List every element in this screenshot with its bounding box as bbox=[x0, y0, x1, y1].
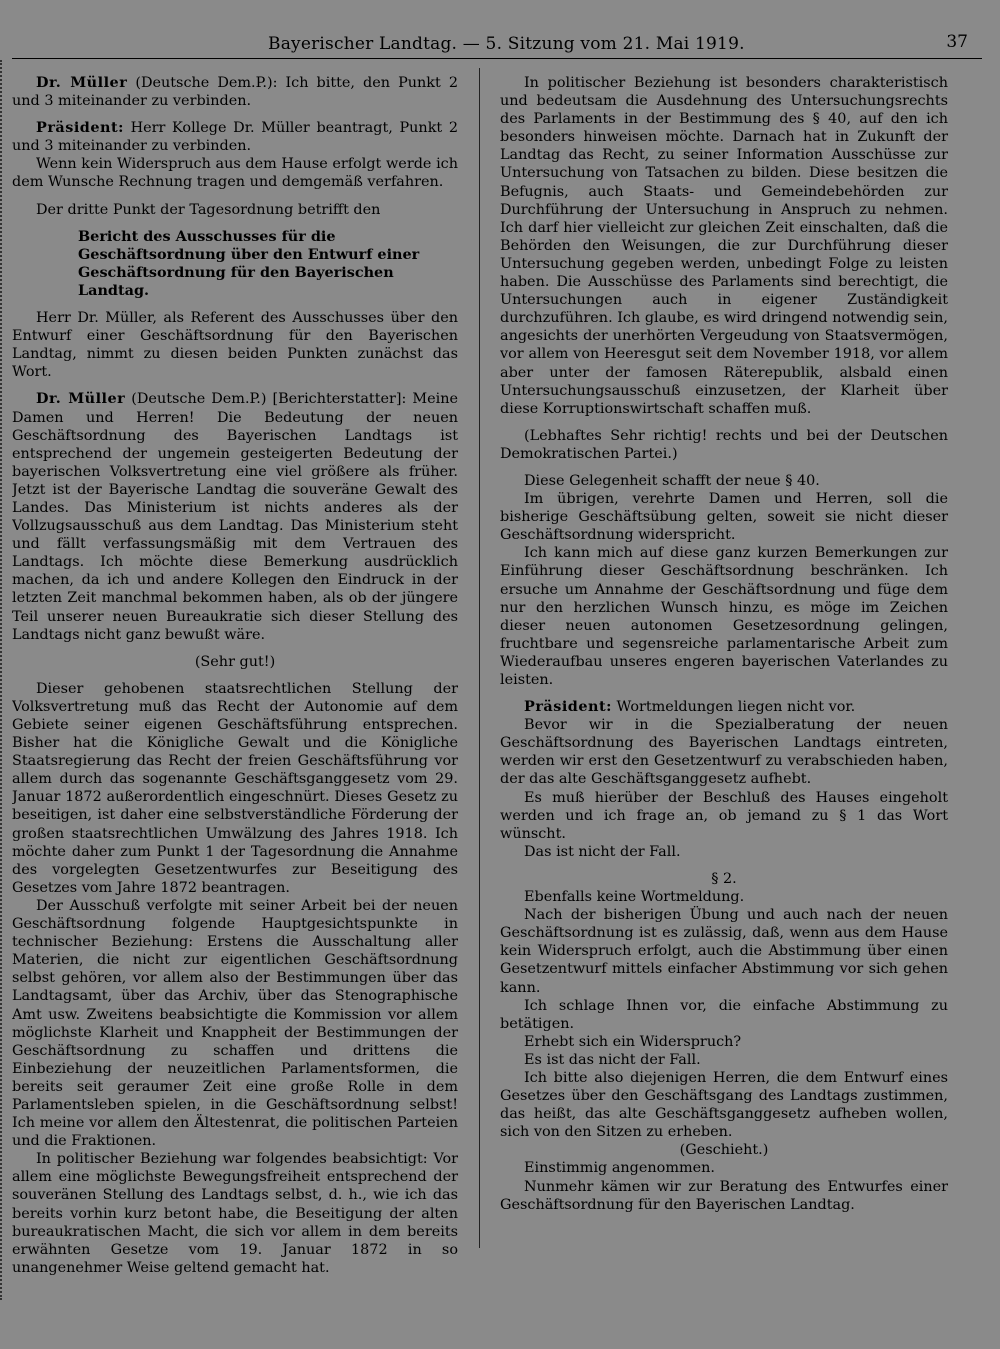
speaker-name: Präsident: bbox=[524, 698, 612, 716]
paragraph: Diese Gelegenheit schafft der neue § 40. bbox=[524, 472, 820, 489]
paragraph: Einstimmig angenommen. bbox=[524, 1160, 715, 1177]
page-header bbox=[12, 28, 982, 62]
paragraph: Im übrigen, verehrte Damen und Herren, soll die bisherige Geschäftsübung gelten, soweit sie nicht dieser Geschäftsordnung widerspricht. bbox=[500, 491, 948, 544]
paragraph: Das ist nicht der Fall. bbox=[524, 843, 681, 860]
interjection: (Lebhaftes Sehr richtig! rechts und bei der Deutschen Demokratischen Partei.) bbox=[500, 427, 948, 462]
right-column bbox=[500, 74, 948, 1344]
paragraph: Nach der bisherigen Übung und auch nach der neuen Geschäftsordnung ist es zulässig, daß, wenn aus dem Hause kein Widerspruch erfolgt, auch die Abstimmung über einen Gesetzentwurf mittels einfacher Abstimmung vor sich gehen kann. bbox=[500, 907, 948, 996]
interjection: (Geschieht.) bbox=[679, 1142, 769, 1159]
running-title: Bayerischer Landtag. — 5. Sitzung vom 21. Mai 1919. bbox=[268, 34, 745, 54]
paragraph: Wenn kein Widerspruch aus dem Hause erfolgt werde ich dem Wunsche Rechnung tragen und demgemäß verfahren. bbox=[12, 156, 458, 191]
paragraph: Ebenfalls keine Wortmeldung. bbox=[524, 889, 745, 906]
paragraph: Herr Dr. Müller, als Referent des Ausschusses über den Entwurf einer Geschäftsordnung für den Bayerischen Landtag, nimmt zu diesen beiden Punkten zunächst das Wort. bbox=[12, 310, 458, 381]
paragraph: Es muß hierüber der Beschluß des Hauses eingeholt werden und ich frage an, ob jemand zu § 1 das Wort wünscht. bbox=[500, 789, 948, 842]
agenda-item-title: Bericht des Ausschusses für die Geschäftsordnung über den Entwurf einer Geschäftsordnung für den Bayerischen Landtag. bbox=[78, 227, 420, 299]
paragraph: In politischer Beziehung war folgendes beabsichtigt: Vor allem eine möglichste Bewegungsfreiheit entsprechend der souveränen Stellung des Landtags selbst, d. h., wie ich das bereits vorhin kurz betont habe, die Beseitigung der alten bureaukratischen Macht, die sich vor allem in dem bereits erwähnten Gesetze vom 19. Januar 1872 in so unangenehmer Weise geltend gemacht hat. bbox=[12, 1151, 458, 1276]
paragraph: Ich schlage Ihnen vor, die einfache Abstimmung zu betätigen. bbox=[500, 997, 948, 1032]
paragraph: Der Ausschuß verfolgte mit seiner Arbeit bei der neuen Geschäftsordnung folgende Hauptgesichtspunkte in technischer Beziehung: Erstens die Ausschaltung aller Materien, die nicht zur eigentlichen Geschäftsordnung selbst gehören, vor allem also der Bestimmungen über das Landtagsamt, über das Archiv, über das Stenographische Amt usw. Zweitens beabsichtigte die Kommission vor allem möglichste Klarheit und Knappheit der Bestimmungen der Geschäftsordnung zu schaffen und drittens die Einbeziehung der neuzeitlichen Parlamentsformen, die bereits seit geraumer Zeit eine große Rolle in dem Parlamentsleben spielen, in die Geschäftsordnung selbst! Ich meine vor allem den Ältestenrat, die politischen Parteien und die Fraktionen. bbox=[12, 897, 458, 1150]
left-column bbox=[12, 74, 458, 1344]
paragraph: Bevor wir in die Spezialberatung der neuen Geschäftsordnung des Bayerischen Landtags eintreten, werden wir erst den Gesetzentwurf zu verabschieden haben, der das alte Geschäftsganggesetz aufhebt. bbox=[500, 717, 948, 788]
paragraph bbox=[12, 390, 458, 643]
paragraph-text: Wortmeldungen liegen nicht vor. bbox=[611, 699, 856, 716]
paragraph: Es ist das nicht der Fall. bbox=[524, 1051, 701, 1068]
paragraph: Nunmehr kämen wir zur Beratung des Entwurfes einer Geschäftsordnung für den Bayerischen Landtag. bbox=[500, 1178, 948, 1213]
paragraph bbox=[500, 698, 948, 716]
paragraph: Dieser gehobenen staatsrechtlichen Stellung der Volksvertretung muß das Recht der Autonomie auf dem Gebiete seiner eigenen Geschäftsführung entsprechen. Bisher hat die Königliche Gewalt und die Königliche Staatsregierung das Recht der freien Geschäftsführung vor allem durch das sogenannte Geschäftsganggesetz vom 29. Januar 1872 außerordentlich eingeschnürt. Dieses Gesetz zu beseitigen, ist daher eine selbstverständliche Förderung der großen staatsrechtlichen Umwälzung des Jahres 1918. Ich möchte daher zum Punkt 1 der Tagesordnung die Annahme des vorgelegten Gesetzentwurfes zur Beseitigung des Gesetzes vom Jahre 1872 beantragen. bbox=[12, 680, 458, 896]
paragraph: Der dritte Punkt der Tagesordnung betrifft den bbox=[36, 201, 381, 218]
paragraph-text: (Deutsche Dem.P.) [Berichterstatter]: Meine Damen und Herren! Die Bedeutung der neuen Geschäftsordnung des Bayerischen Landtags ist entsprechend der ungemein gesteigerten Bedeutung der bayerischen Volksvertretung eine viel größere als früher. Jetzt ist der Bayerische Landtag die souveräne Gewalt des Landes. Das Ministerium ist nichts anderes als der Vollzugsausschuß aus dem Landtag. Das Ministerium steht und fällt verfassungsmäßig mit dem Vertrauen des Landtags. Ich möchte diese Bemerkung ausdrücklich machen, da ich und andere Kollegen den Eindruck in der letzten Zeit manchmal bekommen haben, als ob der jüngere Teil unserer neuen Bureaukratie sich dieser Stellung des Landtags nicht ganz bewußt wäre. bbox=[12, 391, 458, 643]
header-rule bbox=[12, 58, 982, 59]
speaker-name: Dr. Müller bbox=[36, 390, 126, 408]
page-number: 37 bbox=[946, 32, 968, 52]
speaker-name: Präsident: bbox=[36, 119, 124, 137]
page-edge-mark bbox=[0, 60, 8, 1300]
paragraph-text: (Deutsche Dem.P.): Ich bitte, den Punkt 2 und 3 miteinander zu verbinden. bbox=[12, 75, 458, 110]
paragraph: Erhebt sich ein Widerspruch? bbox=[524, 1033, 742, 1050]
column-divider bbox=[479, 68, 480, 1248]
paragraph bbox=[12, 119, 458, 155]
paragraph-text: Herr Kollege Dr. Müller beantragt, Punkt 2 und 3 miteinander zu verbinden. bbox=[12, 120, 458, 155]
speaker-name: Dr. Müller bbox=[36, 74, 128, 91]
paragraph: In politischer Beziehung ist besonders charakteristisch und bedeutsam die Ausdehnung des Untersuchungsrechts des Parlaments in der Bestimmung des § 40, auf den ich besonders hinweisen möchte. Darnach hat in Zukunft der Landtag das Recht, zu seiner Information Ausschüsse zur Untersuchung von Tatsachen zu bilden. Diese besitzen die Befugnis, auch Staats- und Gemeindebehörden zur Durchführung der Untersuchung in Anspruch zu nehmen. Ich darf hier vielleicht zur gleichen Zeit einschalten, daß die Behörden den Weisungen, die zur Durchführung dieser Untersuchung gegeben werden, unbedingt Folge zu leisten haben. Die Ausschüsse des Parlaments sind berechtigt, die Untersuchungen auch in eigener Zuständigkeit durchzuführen. Ich glaube, es wird dringend notwendig sein, angesichts der unerhörten Vergeudung von Staatsvermögen, vor allem von Heeresgut seit dem November 1918, vor allem aber unter der famosen Räterepublik, alsbald einen Untersuchungsausschuß einzusetzen, der Klarheit über diese Korruptionswirtschaft schaffen muß. bbox=[500, 75, 948, 417]
paragraph bbox=[12, 74, 458, 110]
interjection: (Sehr gut!) bbox=[194, 653, 276, 670]
paragraph: Ich bitte also diejenigen Herren, die dem Entwurf eines Gesetzes über den Geschäftsgang des Landtags zustimmen, das heißt, das alte Geschäftsganggesetz aufheben wollen, sich von den Sitzen zu erheben. bbox=[500, 1069, 948, 1141]
section-heading: § 2. bbox=[711, 870, 737, 887]
paragraph: Ich kann mich auf diese ganz kurzen Bemerkungen zur Einführung dieser Geschäftsordnung beschränken. Ich ersuche um Annahme der Geschäftsordnung und füge dem nur den herzlichen Wunsch hinzu, es möge im Zeichen dieser neuen autonomen Gesetzesordnung gelingen, fruchtbare und segensreiche parlamentarische Arbeit zum Wiederaufbau unseres engeren bayerischen Vaterlandes zu leisten. bbox=[500, 545, 948, 688]
